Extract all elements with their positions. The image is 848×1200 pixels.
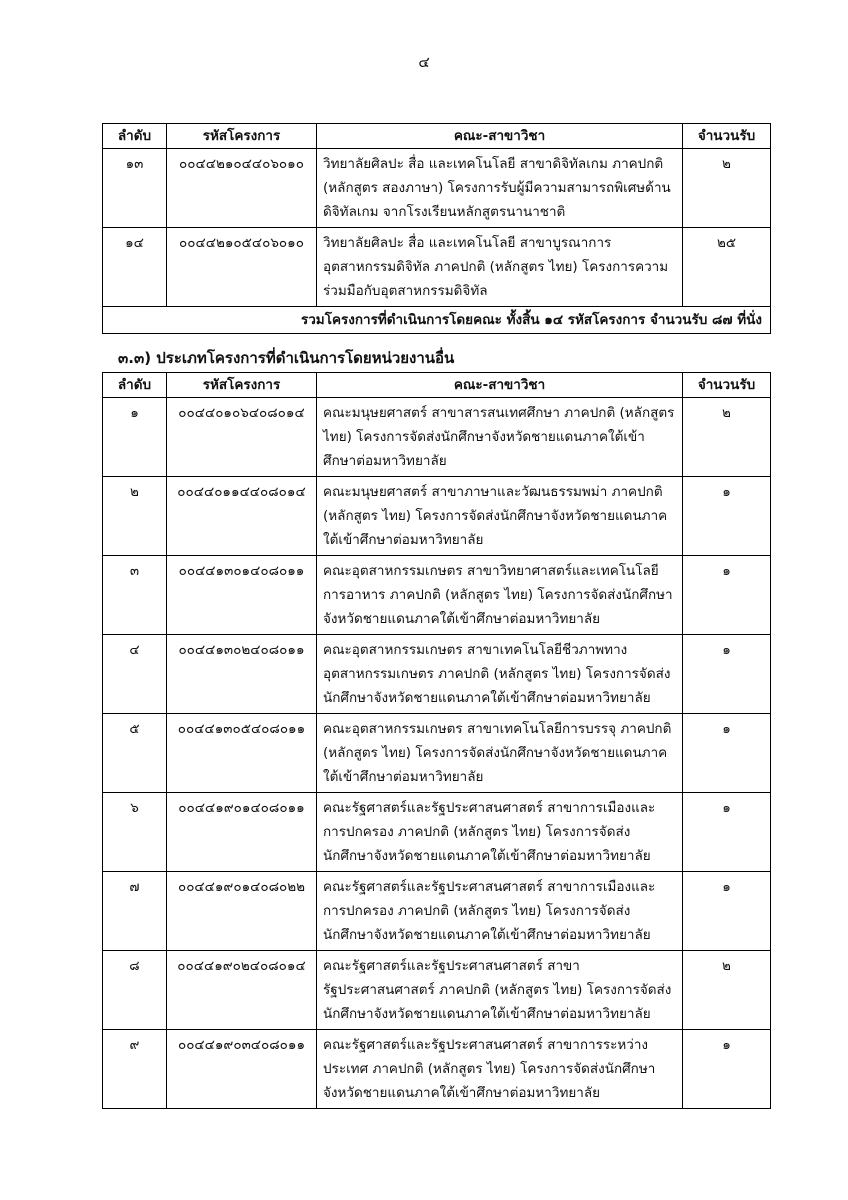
- row-order: ๓: [103, 556, 167, 635]
- row-order: ๙: [103, 1030, 167, 1109]
- table-row: [103, 149, 771, 228]
- row-seats: ๑: [683, 556, 771, 635]
- row-order: ๑๓: [103, 149, 167, 228]
- table-row: [103, 793, 771, 872]
- row-code: ๐๐๔๔๑๙๐๓๔๐๘๐๑๑: [167, 1030, 317, 1109]
- table-row: [103, 872, 771, 951]
- row-order: ๒: [103, 477, 167, 556]
- header-faculty: คณะ-สาขาวิชา: [317, 373, 683, 398]
- page-number: ๔: [418, 53, 430, 71]
- row-code: ๐๐๔๔๒๑๐๔๔๐๖๐๑๐: [167, 149, 317, 228]
- row-order: ๔: [103, 635, 167, 714]
- row-code: ๐๐๔๔๑๙๐๒๔๐๘๐๑๔: [167, 951, 317, 1030]
- row-order: ๘: [103, 951, 167, 1030]
- row-seats: ๑: [683, 714, 771, 793]
- row-faculty: คณะอุตสาหกรรมเกษตร สาขาเทคโนโลยีชีวภาพทางอุตสาหกรรมเกษตร ภาคปกติ (หลักสูตร ไทย) โครงการจัดส่งนักศึกษาจังหวัดชายแดนภาคใต้เข้าศึกษาต่อมหาวิทยาลัย: [317, 635, 683, 714]
- row-seats: ๒: [683, 951, 771, 1030]
- row-faculty: วิทยาลัยศิลปะ สื่อ และเทคโนโลยี สาขาบูรณาการอุตสาหกรรมดิจิทัล ภาคปกติ (หลักสูตร ไทย) โครงการความร่วมมือกับอุตสาหกรรมดิจิทัล: [317, 228, 683, 307]
- table-row: [103, 398, 771, 477]
- row-seats: ๒: [683, 149, 771, 228]
- table-row: [103, 556, 771, 635]
- header-seats: จำนวนรับ: [683, 373, 771, 398]
- table-row: [103, 477, 771, 556]
- row-seats: ๑: [683, 635, 771, 714]
- header-code: รหัสโครงการ: [167, 373, 317, 398]
- total-row: [103, 307, 771, 334]
- row-seats: ๑: [683, 1030, 771, 1109]
- row-order: ๕: [103, 714, 167, 793]
- row-seats: ๑: [683, 477, 771, 556]
- row-faculty: คณะมนุษยศาสตร์ สาขาสารสนเทศศึกษา ภาคปกติ (หลักสูตร ไทย) โครงการจัดส่งนักศึกษาจังหวัดชายแดนภาคใต้เข้าศึกษาต่อมหาวิทยาลัย: [317, 398, 683, 477]
- row-seats: ๑: [683, 793, 771, 872]
- row-seats: ๑: [683, 872, 771, 951]
- header-order: ลำดับ: [103, 124, 167, 149]
- table-header-row: [103, 124, 771, 149]
- row-code: ๐๐๔๔๐๑๐๖๔๐๘๐๑๔: [167, 398, 317, 477]
- row-faculty: คณะรัฐศาสตร์และรัฐประศาสนศาสตร์ สาขาการระหว่างประเทศ ภาคปกติ (หลักสูตร ไทย) โครงการจัดส่งนักศึกษาจังหวัดชายแดนภาคใต้เข้าศึกษาต่อมหาวิทยาลัย: [317, 1030, 683, 1109]
- table-row: [103, 635, 771, 714]
- total-summary: รวมโครงการที่ดำเนินการโดยคณะ ทั้งสิ้น ๑๔ รหัสโครงการ จำนวนรับ ๘๗ ที่นั่ง: [103, 307, 771, 334]
- header-faculty: คณะ-สาขาวิชา: [317, 124, 683, 149]
- row-faculty: คณะอุตสาหกรรมเกษตร สาขาเทคโนโลยีการบรรจุ ภาคปกติ (หลักสูตร ไทย) โครงการจัดส่งนักศึกษาจังหวัดชายแดนภาคใต้เข้าศึกษาต่อมหาวิทยาลัย: [317, 714, 683, 793]
- row-code: ๐๐๔๔๑๓๐๑๔๐๘๐๑๑: [167, 556, 317, 635]
- table-header-row: [103, 373, 771, 398]
- header-seats: จำนวนรับ: [683, 124, 771, 149]
- section-heading: ๓.๓) ประเภทโครงการที่ดำเนินการโดยหน่วยงานอื่น: [118, 349, 455, 367]
- header-order: ลำดับ: [103, 373, 167, 398]
- row-seats: ๒๕: [683, 228, 771, 307]
- table-row: [103, 228, 771, 307]
- row-code: ๐๐๔๔๑๙๐๑๔๐๘๐๒๒: [167, 872, 317, 951]
- row-faculty: คณะรัฐศาสตร์และรัฐประศาสนศาสตร์ สาขารัฐประศาสนศาสตร์ ภาคปกติ (หลักสูตร ไทย) โครงการจัดส่งนักศึกษาจังหวัดชายแดนภาคใต้เข้าศึกษาต่อมหาวิทยาลัย: [317, 951, 683, 1030]
- row-order: ๑: [103, 398, 167, 477]
- row-order: ๖: [103, 793, 167, 872]
- row-code: ๐๐๔๔๑๙๐๑๔๐๘๐๑๑: [167, 793, 317, 872]
- row-order: ๗: [103, 872, 167, 951]
- header-code: รหัสโครงการ: [167, 124, 317, 149]
- row-code: ๐๐๔๔๑๓๐๒๔๐๘๐๑๑: [167, 635, 317, 714]
- projects-table-faculty: [102, 123, 771, 334]
- table-row: [103, 951, 771, 1030]
- table-row: [103, 1030, 771, 1109]
- projects-table-other-units: [102, 372, 771, 1109]
- row-faculty: คณะรัฐศาสตร์และรัฐประศาสนศาสตร์ สาขาการเมืองและการปกครอง ภาคปกติ (หลักสูตร ไทย) โครงการจัดส่งนักศึกษาจังหวัดชายแดนภาคใต้เข้าศึกษาต่อมหาวิทยาลัย: [317, 872, 683, 951]
- row-faculty: คณะรัฐศาสตร์และรัฐประศาสนศาสตร์ สาขาการเมืองและการปกครอง ภาคปกติ (หลักสูตร ไทย) โครงการจัดส่งนักศึกษาจังหวัดชายแดนภาคใต้เข้าศึกษาต่อมหาวิทยาลัย: [317, 793, 683, 872]
- row-code: ๐๐๔๔๑๓๐๕๔๐๘๐๑๑: [167, 714, 317, 793]
- row-faculty: คณะอุตสาหกรรมเกษตร สาขาวิทยาศาสตร์และเทคโนโลยีการอาหาร ภาคปกติ (หลักสูตร ไทย) โครงการจัดส่งนักศึกษาจังหวัดชายแดนภาคใต้เข้าศึกษาต่อมหาวิทยาลัย: [317, 556, 683, 635]
- row-code: ๐๐๔๔๐๑๑๔๔๐๘๐๑๔: [167, 477, 317, 556]
- row-order: ๑๔: [103, 228, 167, 307]
- row-seats: ๒: [683, 398, 771, 477]
- table-row: [103, 714, 771, 793]
- row-faculty: วิทยาลัยศิลปะ สื่อ และเทคโนโลยี สาขาดิจิทัลเกม ภาคปกติ (หลักสูตร สองภาษา) โครงการรับผู้มีความสามารถพิเศษด้านดิจิทัลเกม จากโรงเรียนหลักสูตรนานาชาติ: [317, 149, 683, 228]
- row-code: ๐๐๔๔๒๑๐๕๔๐๖๐๑๐: [167, 228, 317, 307]
- row-faculty: คณะมนุษยศาสตร์ สาขาภาษาและวัฒนธรรมพม่า ภาคปกติ (หลักสูตร ไทย) โครงการจัดส่งนักศึกษาจังหวัดชายแดนภาคใต้เข้าศึกษาต่อมหาวิทยาลัย: [317, 477, 683, 556]
